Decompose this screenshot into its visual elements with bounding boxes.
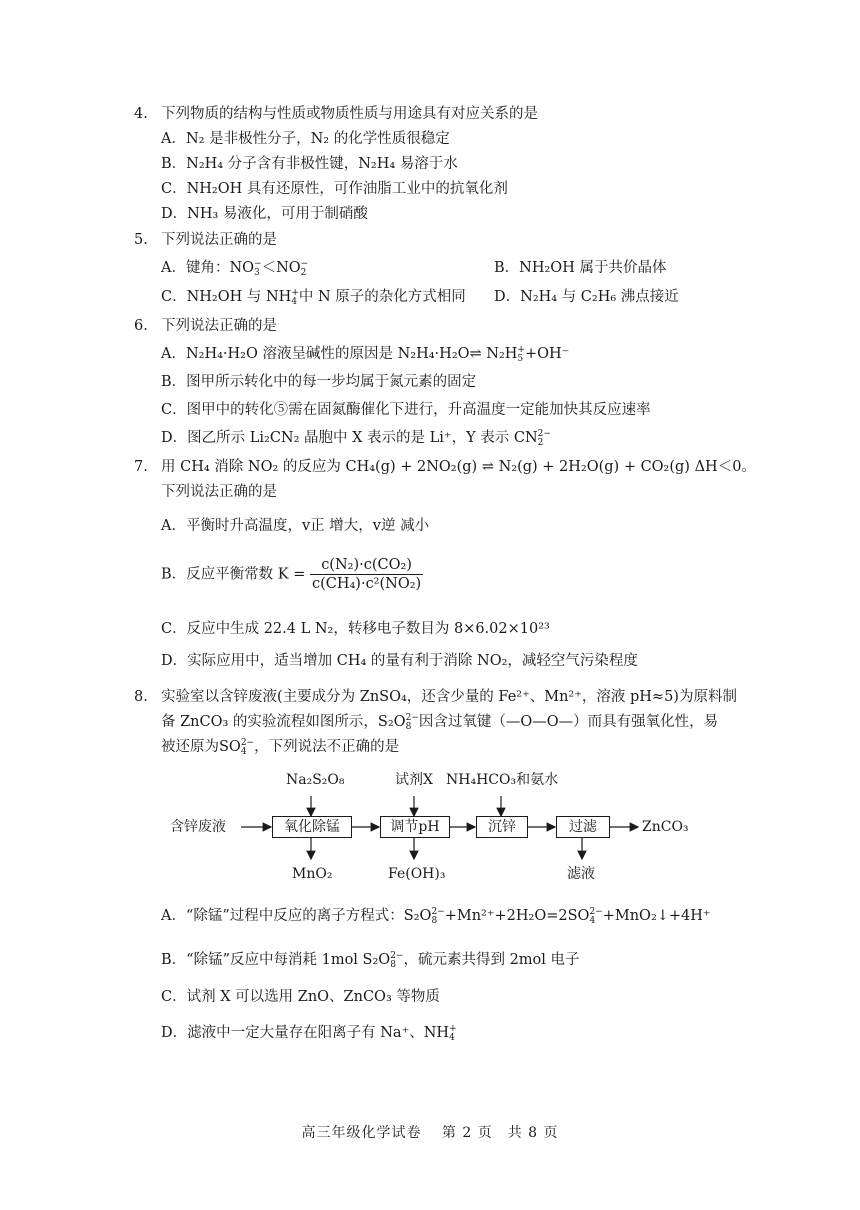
q6-option-a: A．N₂H₄·H₂O 溶液呈碱性的原因是 N₂H₄·H₂O⇌ N₂H + 5 +OH⁻ (161, 345, 570, 364)
q7-option-d: D．实际应用中，适当增加 CH₄ 的量有利于消除 NO₂，减轻空气污染程度 (161, 653, 638, 669)
q8-option-d: D．滤液中一定大量存在阳离子有 Na⁺、NH + 4 (161, 1024, 457, 1043)
flow-input-1: Na₂S₂O₈ (286, 772, 345, 788)
q7-option-c: C．反应中生成 22.4 L N₂，转移电子数目为 8×6.02×10²³ (161, 621, 550, 637)
equilibrium-constant-fraction (310, 556, 423, 593)
q4-option-b: B．N₂H₄ 分子含有非极性键，N₂H₄ 易溶于水 (161, 156, 458, 172)
flow-box-precipitate: 沉锌 (476, 816, 528, 838)
q8-number: 8. (134, 689, 148, 705)
flow-box-filter: 过滤 (556, 816, 610, 838)
q7-option-a: A．平衡时升高温度，v正 增大，v逆 减小 (161, 518, 430, 534)
page-footer: 高三年级化学试卷 第 2 页 共 8 页 (301, 1125, 559, 1141)
so4-ion-charge: 2− 4 (240, 738, 255, 757)
q8-option-a: A．“除锰”过程中反应的离子方程式：S₂O 2− 8 +Mn²⁺+2H₂O=2SO 2− 4 +MnO₂↓+4H⁺ (161, 907, 711, 926)
flow-start: 含锌废液 (170, 819, 226, 835)
no3-ion-charge: − 3 (254, 259, 262, 278)
q4-option-c: C．NH₂OH 具有还原性，可作油脂工业中的抗氧化剂 (161, 181, 508, 197)
q5-option-c: C．NH₂OH 与 NH + 4 中 N 原子的杂化方式相同 (161, 288, 466, 307)
process-flow-diagram (170, 766, 700, 886)
q6-number: 6. (134, 318, 148, 334)
q6-option-d: D．图乙所示 Li₂CN₂ 晶胞中 X 表示的是 Li⁺，Y 表示 CN 2− 2 (161, 429, 551, 448)
flow-box-adjust-ph: 调节pH (380, 816, 450, 838)
q4-number: 4. (134, 106, 148, 122)
fraction-numerator: c(N₂)·c(CO₂) (310, 556, 423, 575)
q8-stem-line2: 备 ZnCO₃ 的实验流程如图所示，S₂O 2− 8 因含过氧键（—O—O—）而具有强氧化性，易 (161, 713, 719, 732)
q8-stem-line3: 被还原为SO 2− 4 ，下列说法不正确的是 (161, 738, 400, 757)
q5-option-b: B．NH₂OH 属于共价晶体 (494, 260, 667, 276)
n2h5-ion-charge: + 5 (517, 345, 525, 364)
q7-stem-line2: 下列说法正确的是 (161, 484, 277, 500)
flow-input-3: NH₄HCO₃和氨水 (446, 772, 559, 788)
s2o8-ion-charge: 2− 8 (405, 713, 419, 732)
q8-stem-line1: 实验室以含锌废液(主要成分为 ZnSO₄，还含少量的 Fe²⁺、Mn²⁺，溶液 pH≈5)为原料制 (161, 689, 737, 705)
q4-option-d: D．NH₃ 易液化，可用于制硝酸 (161, 206, 368, 222)
q5-number: 5. (134, 232, 148, 248)
cn2-ion-charge: 2− 2 (537, 429, 551, 448)
q5-option-d: D．N₂H₄ 与 C₂H₆ 沸点接近 (494, 289, 679, 305)
nh4-ion-charge: + 4 (291, 288, 299, 307)
flow-input-2: 试剂X (395, 772, 433, 788)
flow-output-1: MnO₂ (292, 866, 333, 882)
q4-option-a: A．N₂ 是非极性分子，N₂ 的化学性质很稳定 (161, 131, 450, 147)
no2-ion-charge: − 2 (300, 259, 309, 278)
fraction-denominator: c(CH₄)·c²(NO₂) (311, 576, 422, 592)
q8-option-b: B．“除锰”反应中每消耗 1mol S₂O 2− 8 ，硫元素共得到 2mol 电子 (161, 951, 580, 970)
flow-end: ZnCO₃ (642, 819, 689, 835)
flow-box-oxidation: 氧化除锰 (272, 816, 352, 838)
q6-option-b: B．图甲所示转化中的每一步均属于氮元素的固定 (161, 374, 477, 390)
flow-output-2: Fe(OH)₃ (388, 866, 446, 882)
q6-stem: 下列说法正确的是 (161, 318, 277, 334)
flow-output-4: 滤液 (567, 866, 595, 882)
q7-option-b: B．反应平衡常数 K = $\frac{\text{c(N₂)·c(CO₂)}}{\text{c(CH₄)·c²(NO₂)}}$ (161, 557, 422, 592)
q8-option-c: C．试剂 X 可以选用 ZnO、ZnCO₃ 等物质 (161, 989, 440, 1005)
q4-stem: 下列物质的结构与性质或物质性质与用途具有对应关系的是 (161, 106, 538, 122)
q5-stem: 下列说法正确的是 (161, 232, 277, 248)
q5-option-a: A．键角：NO − 3 ＜NO − 2 (161, 259, 309, 278)
q7-number: 7. (134, 459, 148, 475)
q7-stem-line1: 用 CH₄ 消除 NO₂ 的反应为 CH₄(g) + 2NO₂(g) ⇌ N₂(g) + 2H₂O(g) + CO₂(g) ΔH＜0。 (161, 459, 756, 475)
q6-option-c: C．图甲中的转化⑤需在固氮酶催化下进行，升高温度一定能加快其反应速率 (161, 402, 651, 418)
